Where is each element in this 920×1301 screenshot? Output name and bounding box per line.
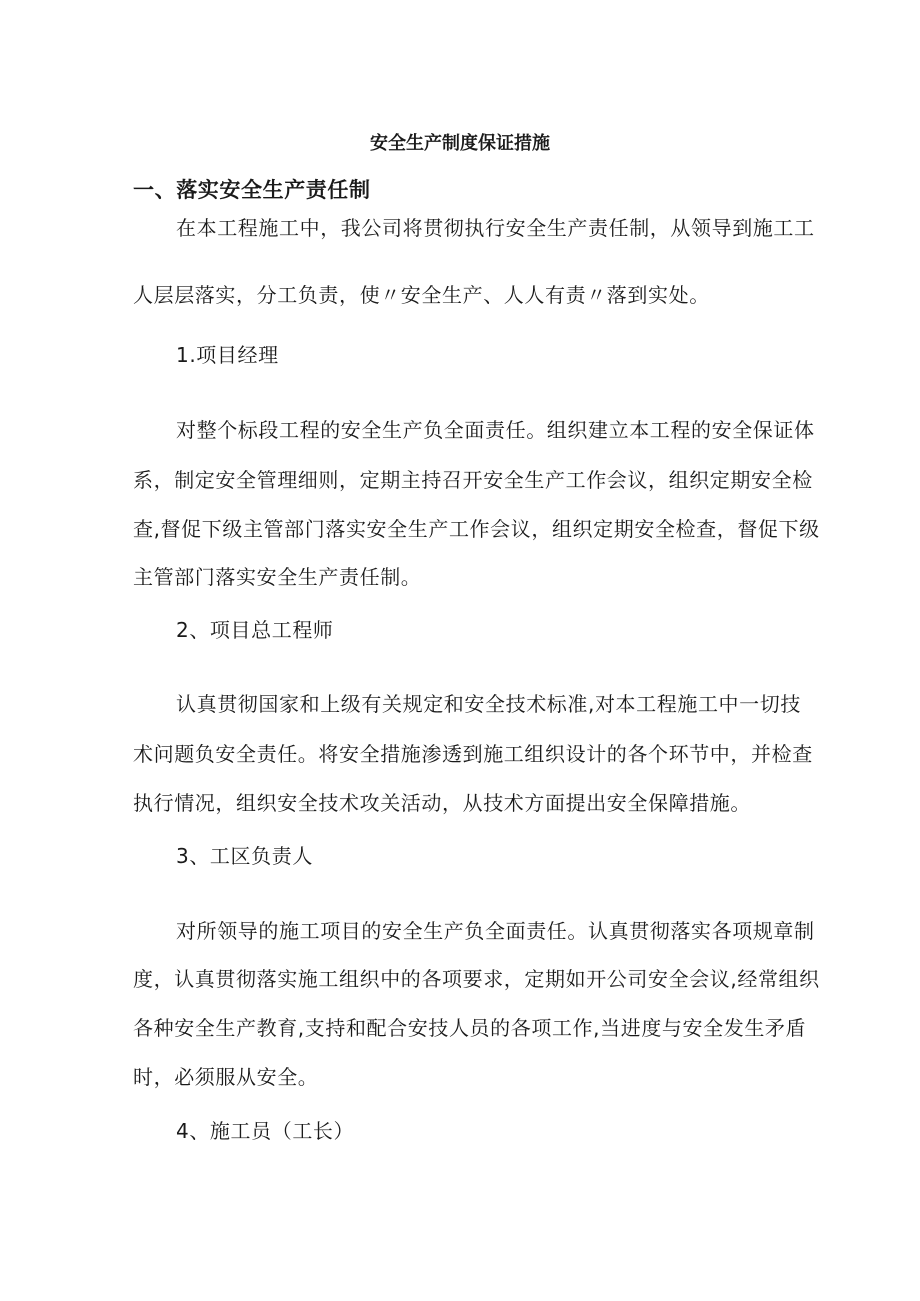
paragraph-line: 时，必须服从安全。 [133,1065,319,1089]
subsection-title: 1.项目经理 [176,343,279,367]
paragraph-line: 在本工程施工中，我公司将贯彻执行安全生产责任制，从领导到施工工 [176,216,815,240]
paragraph-line: 主管部门落实安全生产责任制。 [133,565,422,589]
section-heading: 一、落实安全生产责任制 [133,178,371,202]
paragraph-line: 查,督促下级主管部门落实安全生产工作会议，组织定期安全检查，督促下级 [133,517,820,541]
paragraph-line: 术问题负安全责任。将安全措施渗透到施工组织设计的各个环节中，并检查 [133,742,813,766]
subsection-title: 2、项目总工程师 [176,618,334,642]
paragraph-line: 对整个标段工程的安全生产负全面责任。组织建立本工程的安全保证体 [176,418,815,442]
paragraph-line: 人层层落实，分工负责，使〃安全生产、人人有责〃落到实处。 [133,283,710,307]
subsection-title: 4、施工员（工长） [176,1119,355,1143]
paragraph-line: 对所领导的施工项目的安全生产负全面责任。认真贯彻落实各项规章制 [176,919,815,943]
paragraph-line: 认真贯彻国家和上级有关规定和安全技术标准,对本工程施工中一切技 [176,692,801,716]
paragraph-line: 度，认真贯彻落实施工组织中的各项要求，定期如开公司安全会议,经常组织 [133,967,820,991]
subsection-title: 3、工区负责人 [176,844,313,868]
paragraph-line: 执行情况，组织安全技术攻关活动，从技术方面提出安全保障措施。 [133,791,751,815]
paragraph-line: 各种安全生产教育,支持和配合安技人员的各项工作,当进度与安全发生矛盾 [133,1016,807,1040]
document-title: 安全生产制度保证措施 [370,133,550,154]
paragraph-line: 系，制定安全管理细则，定期主持召开安全生产工作会议，组织定期安全检 [133,468,813,492]
